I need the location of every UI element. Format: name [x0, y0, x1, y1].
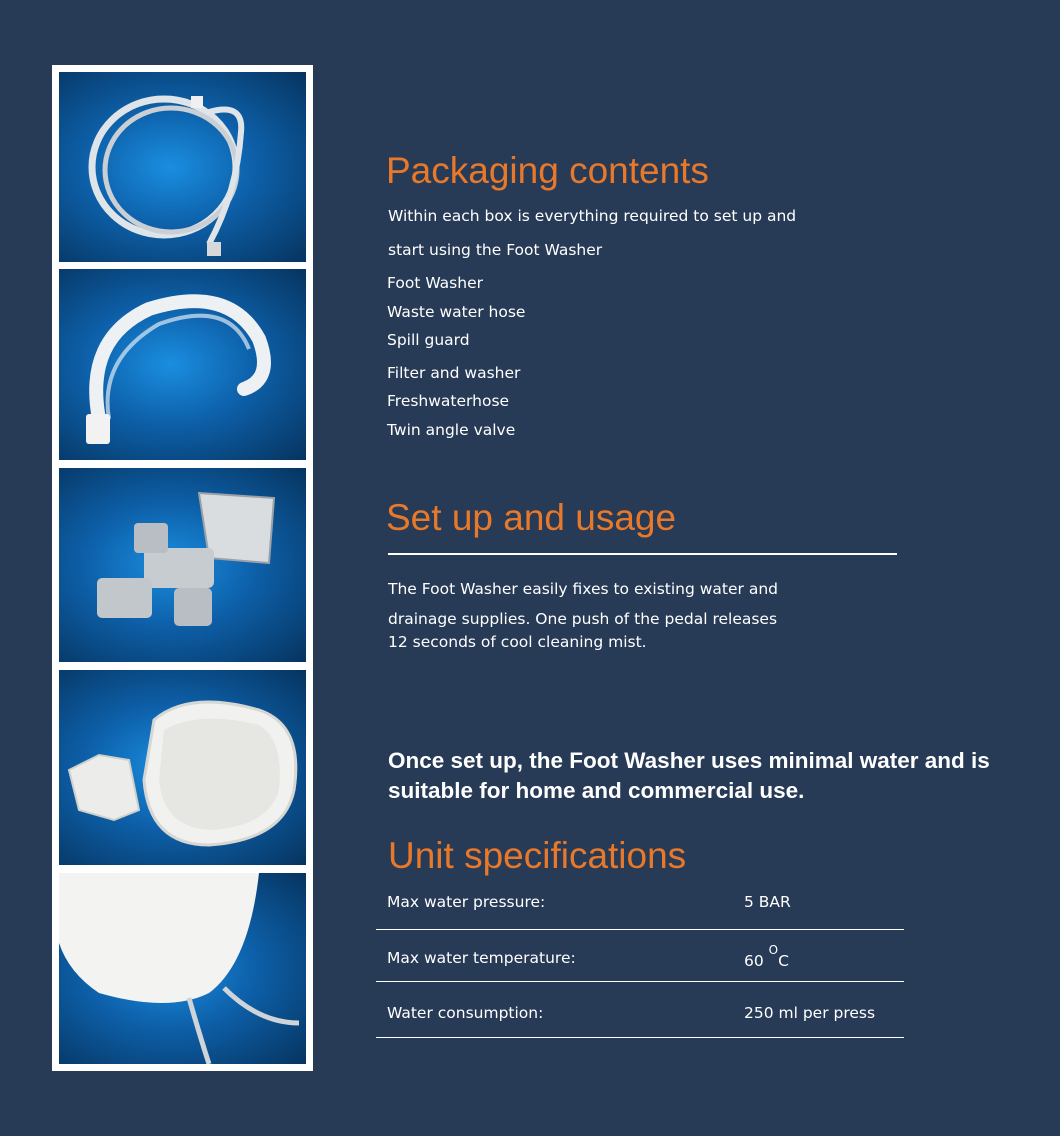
foot-washer-body-icon: [59, 873, 306, 1064]
spec-row-consumption: [376, 1004, 904, 1059]
usage-note: Once set up, the Foot Washer uses minimal water and is suitable for home and commercial use.: [388, 748, 990, 803]
setup-line3: 12 seconds of cool cleaning mist.: [388, 633, 647, 651]
degree-sign: O: [768, 943, 779, 957]
shower-hose-photo: [59, 72, 306, 262]
spec-divider: [376, 929, 904, 931]
setup-line1: The Foot Washer easily fixes to existing water and: [388, 580, 779, 598]
packaging-intro-line1: Within each box is everything required to set up and: [388, 207, 797, 225]
list-item: Filter and washer: [387, 364, 521, 382]
list-item: Freshwaterhose: [387, 392, 510, 410]
list-item: Spill guard: [387, 331, 470, 349]
spec-divider: [376, 981, 904, 983]
spill-guard-icon: [59, 670, 306, 865]
waste-water-hose-photo: [59, 269, 306, 460]
hose-coil-icon: [59, 72, 306, 262]
spec-label: Max water temperature:: [387, 949, 576, 967]
packaging-intro-line2: start using the Foot Washer: [388, 241, 603, 259]
waste-hose-icon: [59, 269, 306, 460]
valve-icon: [59, 468, 306, 662]
spec-row-pressure: [376, 893, 904, 948]
list-item: Foot Washer: [387, 274, 483, 292]
product-image-strip: [52, 65, 313, 1071]
spec-row-temperature: [376, 943, 904, 1001]
foot-washer-base-photo: [59, 873, 306, 1064]
list-item: Twin angle valve: [387, 421, 516, 439]
setup-line2: drainage supplies. One push of the pedal releases: [388, 610, 778, 628]
spec-value: 5 BAR: [744, 893, 791, 911]
spec-value: [744, 943, 789, 971]
packaging-heading: Packaging contents: [386, 150, 709, 191]
spec-temp-number: 60: [744, 952, 764, 971]
spec-label: Water consumption:: [387, 1004, 544, 1022]
specs-heading: Unit specifications: [388, 835, 687, 876]
list-item: Waste water hose: [387, 303, 526, 321]
setup-divider: [388, 553, 897, 555]
twin-angle-valve-photo: [59, 468, 306, 662]
spec-label: Max water pressure:: [387, 893, 546, 911]
setup-heading: Set up and usage: [386, 497, 677, 538]
spill-guard-photo: [59, 670, 306, 865]
spec-value: 250 ml per press: [744, 1004, 876, 1022]
spec-temp-unit: C: [778, 952, 789, 971]
spec-divider: [376, 1037, 904, 1039]
